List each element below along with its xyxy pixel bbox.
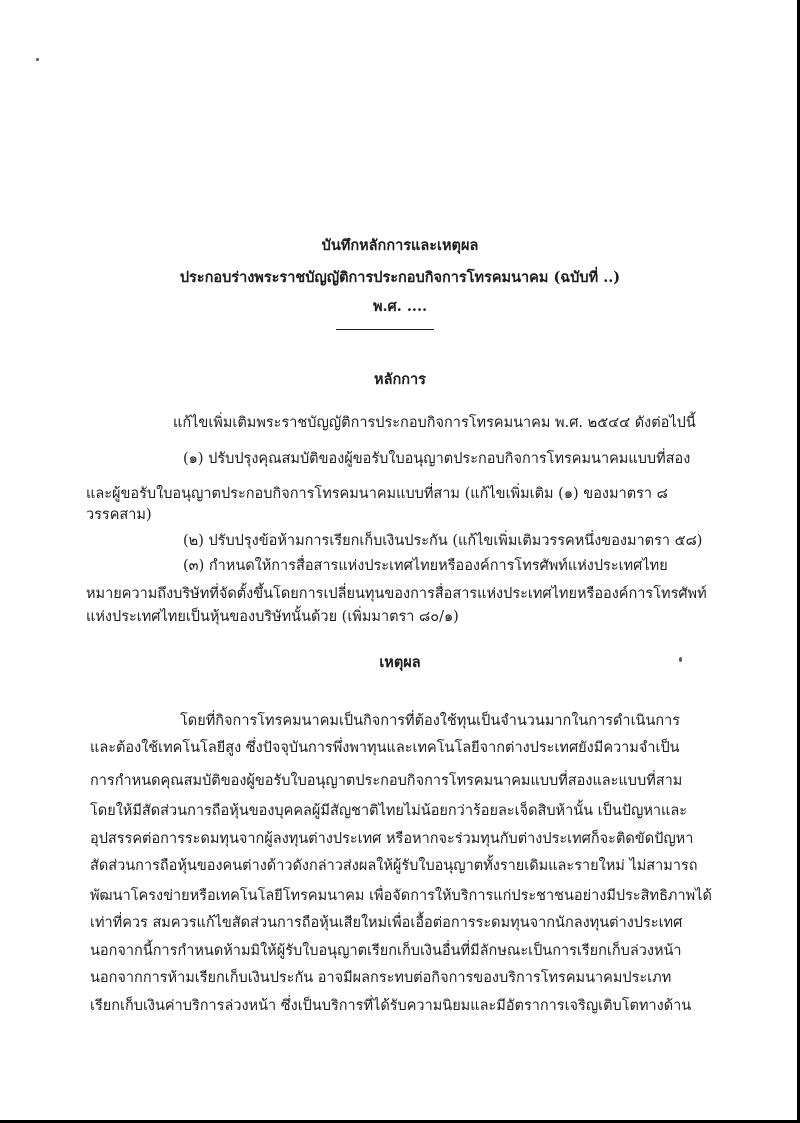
reason-line: สัดส่วนการถือหุ้นของคนต่างด้าวดังกล่าวส่งผลให้ผู้รับใบอนุญาตทั้งรายเดิมและรายใหม่ ไม่สามารถ <box>90 858 698 874</box>
principle-intro: แก้ไขเพิ่มเติมพระราชบัญญัติการประกอบกิจการโทรคมนาคม พ.ศ. ๒๕๔๔ ดังต่อไปนี้ <box>173 415 696 431</box>
document-title-line2: ประกอบร่างพระราชบัญญัติการประกอบกิจการโทรคมนาคม (ฉบับที่ ..) <box>179 269 621 286</box>
reason-line: อุปสรรคต่อการระดมทุนจากผู้ลงทุนต่างประเทศ หรือหากจะร่วมทุนกับต่างประเทศก็จะติดขัดปัญหา <box>90 831 694 847</box>
document-title-line3: พ.ศ. .... <box>372 298 428 315</box>
principle-item-3-line-1: (๓) กำหนดให้การสื่อสารแห่งประเทศไทยหรือองค์การโทรศัพท์แห่งประเทศไทย <box>183 558 668 574</box>
reason-line: นอกจากการห้ามเรียกเก็บเงินประกัน อาจมีผลกระทบต่อกิจการของบริการโทรคมนาคมประเภท <box>90 970 672 986</box>
reason-line: และต้องใช้เทคโนโลยีสูง ซึ่งปัจจุบันการพึ่งพาทุนและเทคโนโลยีจากต่างประเทศยังมีความจำเป็น <box>90 740 680 756</box>
scan-speck <box>36 58 39 61</box>
reason-line: นอกจากนี้การกำหนดห้ามมิให้ผู้รับใบอนุญาตเรียกเก็บเงินอื่นที่มีลักษณะเป็นการเรียกเก็บล่วงหน้า <box>90 943 682 959</box>
principle-item-1-line-2: และผู้ขอรับใบอนุญาตประกอบกิจการโทรคมนาคมแบบที่สาม (แก้ไขเพิ่มเติม (๑) ของมาตรา ๘ <box>86 486 668 502</box>
principle-item-2-line-1: (๒) ปรับปรุงข้อห้ามการเรียกเก็บเงินประกัน (แก้ไขเพิ่มเติมวรรคหนึ่งของมาตรา ๕๘) <box>183 533 703 549</box>
reason-line: พัฒนาโครงข่ายหรือเทคโนโลยีโทรคมนาคม เพื่อจัดการให้บริการแก่ประชาชนอย่างมีประสิทธิภาพได้ <box>90 888 712 904</box>
document-title-line1: บันทึกหลักการและเหตุผล <box>321 237 479 254</box>
principle-item-1-line-3: วรรคสาม) <box>86 507 152 523</box>
reason-line: เรียกเก็บเงินค่าบริการล่วงหน้า ซึ่งเป็นบริการที่ได้รับความนิยมและมีอัตราการเจริญเติบโตทางด้าน <box>90 998 692 1014</box>
reason-line: การกำหนดคุณสมบัติของผู้ขอรับใบอนุญาตประกอบกิจการโทรคมนาคมแบบที่สองและแบบที่สาม <box>90 773 683 789</box>
reason-heading: เหตุผล <box>379 654 421 671</box>
reason-line: โดยให้มีสัดส่วนการถือหุ้นของบุคคลผู้มีสัญชาติไทยไม่น้อยกว่าร้อยละเจ็ดสิบห้านั้น เป็นปัญหาและ <box>90 803 688 819</box>
principle-item-1-line-1: (๑) ปรับปรุงคุณสมบัติของผู้ขอรับใบอนุญาตประกอบกิจการโทรคมนาคมแบบที่สอง <box>183 451 691 467</box>
principle-item-3-line-3: แห่งประเทศไทยเป็นหุ้นของบริษัทนั้นด้วย (เพิ่มมาตรา ๘๐/๑) <box>86 609 459 625</box>
reason-line: เท่าที่ควร สมควรแก้ไขสัดส่วนการถือหุ้นเสียใหม่เพื่อเอื้อต่อการระดมทุนจากนักลงทุนต่างประเทศ <box>90 915 683 931</box>
principle-item-3-line-2: หมายความถึงบริษัทที่จัดตั้งขึ้นโดยการเปลี่ยนทุนของการสื่อสารแห่งประเทศไทยหรือองค์การโทรศัพท์ <box>86 586 707 602</box>
reason-line: โดยที่กิจการโทรคมนาคมเป็นกิจการที่ต้องใช้ทุนเป็นจำนวนมากในการดำเนินการ <box>180 713 681 729</box>
title-divider <box>336 329 434 330</box>
principle-heading: หลักการ <box>374 371 426 388</box>
